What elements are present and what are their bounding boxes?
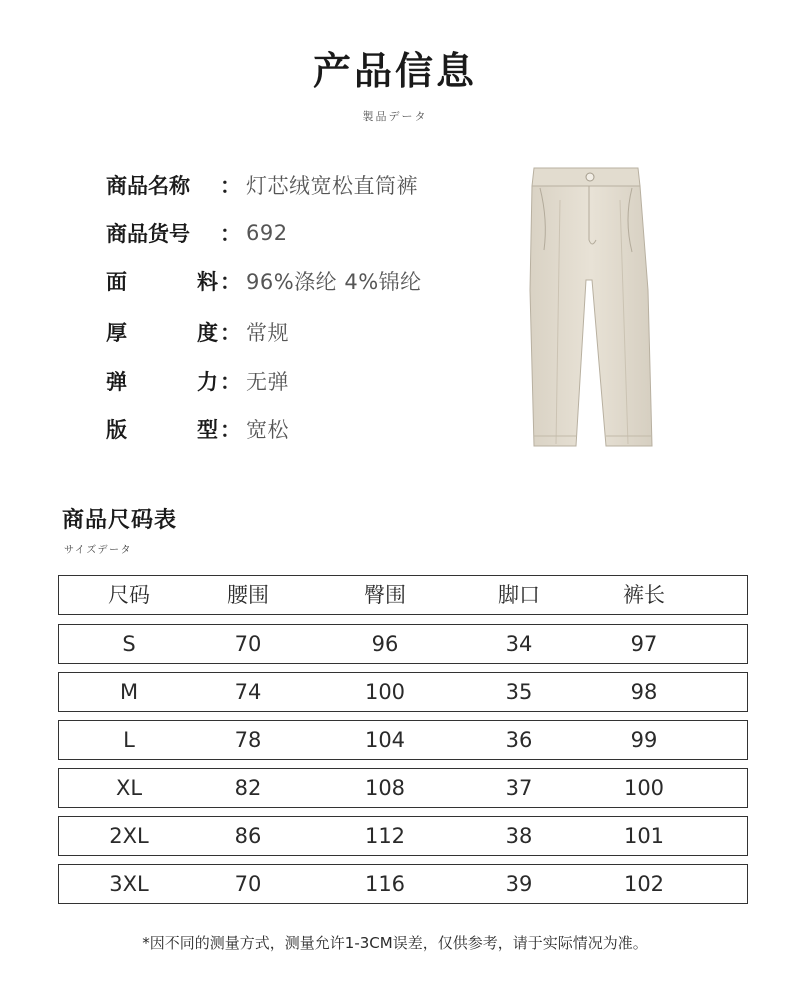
table-row <box>58 672 748 712</box>
page-subtitle: 製品データ <box>362 110 428 123</box>
table-cell: 96 <box>371 632 399 656</box>
spec-value: 灯芯绒宽松直筒裤 <box>246 174 418 198</box>
table-row <box>58 720 748 760</box>
spec-row-sku <box>106 216 288 250</box>
spec-label-char: 弹 <box>106 370 127 394</box>
table-cell: L <box>123 728 135 752</box>
spec-label <box>106 366 218 396</box>
spec-colon: ： <box>220 418 241 442</box>
table-cell: 34 <box>505 632 533 656</box>
spec-label: 商品名称 <box>106 174 190 198</box>
header-cell: 腰围 <box>227 583 269 607</box>
table-cell: 112 <box>364 824 406 848</box>
table-cell: 101 <box>623 824 665 848</box>
spec-label-char: 版 <box>106 418 127 442</box>
table-cell: 37 <box>505 776 533 800</box>
table-cell: 78 <box>234 728 262 752</box>
size-table-header <box>58 575 748 615</box>
table-cell: 98 <box>630 680 658 704</box>
table-cell: S <box>122 632 136 656</box>
spec-colon: ： <box>220 370 241 394</box>
table-cell: 3XL <box>109 872 149 896</box>
spec-label-char: 料 <box>197 270 218 294</box>
table-row <box>58 816 748 856</box>
spec-label-char: 面 <box>106 270 127 294</box>
header-cell: 臀围 <box>364 583 406 607</box>
table-cell: 102 <box>623 872 665 896</box>
table-cell: 104 <box>364 728 406 752</box>
spec-row-fabric <box>106 264 422 298</box>
spec-colon: ： <box>220 270 241 294</box>
spec-label-char: 力 <box>197 370 218 394</box>
header-cell: 脚口 <box>498 583 540 607</box>
measurement-footnote: *因不同的测量方式，测量允许1-3CM误差，仅供参考，请于实际情况为准。 <box>142 934 648 952</box>
size-chart-title: 商品尺码表 <box>62 508 178 533</box>
spec-colon: ： <box>220 321 241 345</box>
table-cell: 39 <box>505 872 533 896</box>
table-cell: 70 <box>234 632 262 656</box>
table-cell: 86 <box>234 824 262 848</box>
table-cell: 35 <box>505 680 533 704</box>
spec-value: 692 <box>246 221 288 245</box>
spec-label <box>106 266 218 296</box>
spec-label-char: 型 <box>197 418 218 442</box>
spec-label <box>106 414 218 444</box>
beige-trousers-image <box>520 160 670 452</box>
table-cell: M <box>119 680 139 704</box>
table-cell: 70 <box>234 872 262 896</box>
table-cell: 116 <box>364 872 406 896</box>
table-cell: 100 <box>364 680 406 704</box>
spec-label-char: 度 <box>197 321 218 345</box>
spec-value: 常规 <box>246 321 289 345</box>
table-cell: 108 <box>364 776 406 800</box>
table-row <box>58 864 748 904</box>
table-cell: 97 <box>630 632 658 656</box>
spec-label <box>106 317 218 347</box>
spec-row-name <box>106 168 418 202</box>
table-row <box>58 624 748 664</box>
spec-value: 无弹 <box>246 370 289 394</box>
spec-value: 宽松 <box>246 418 289 442</box>
table-cell: 99 <box>630 728 658 752</box>
table-cell: 36 <box>505 728 533 752</box>
table-cell: 74 <box>234 680 262 704</box>
spec-value: 96%涤纶 4%锦纶 <box>246 270 422 294</box>
spec-row-elasticity <box>106 364 289 398</box>
table-row <box>58 768 748 808</box>
spec-label: 商品货号 <box>106 222 190 246</box>
page-title: 产品信息 <box>312 49 477 93</box>
table-cell: 2XL <box>109 824 149 848</box>
table-cell: 100 <box>623 776 665 800</box>
table-cell: 82 <box>234 776 262 800</box>
size-chart-subtitle: サイズデータ <box>64 545 132 556</box>
spec-colon: ： <box>220 222 241 246</box>
spec-colon: ： <box>220 174 241 198</box>
header-cell: 裤长 <box>623 583 665 607</box>
spec-row-fit <box>106 412 289 446</box>
header-cell: 尺码 <box>108 583 150 607</box>
table-cell: 38 <box>505 824 533 848</box>
table-cell: XL <box>115 776 143 800</box>
spec-label-char: 厚 <box>106 321 127 345</box>
spec-row-thickness <box>106 315 289 349</box>
